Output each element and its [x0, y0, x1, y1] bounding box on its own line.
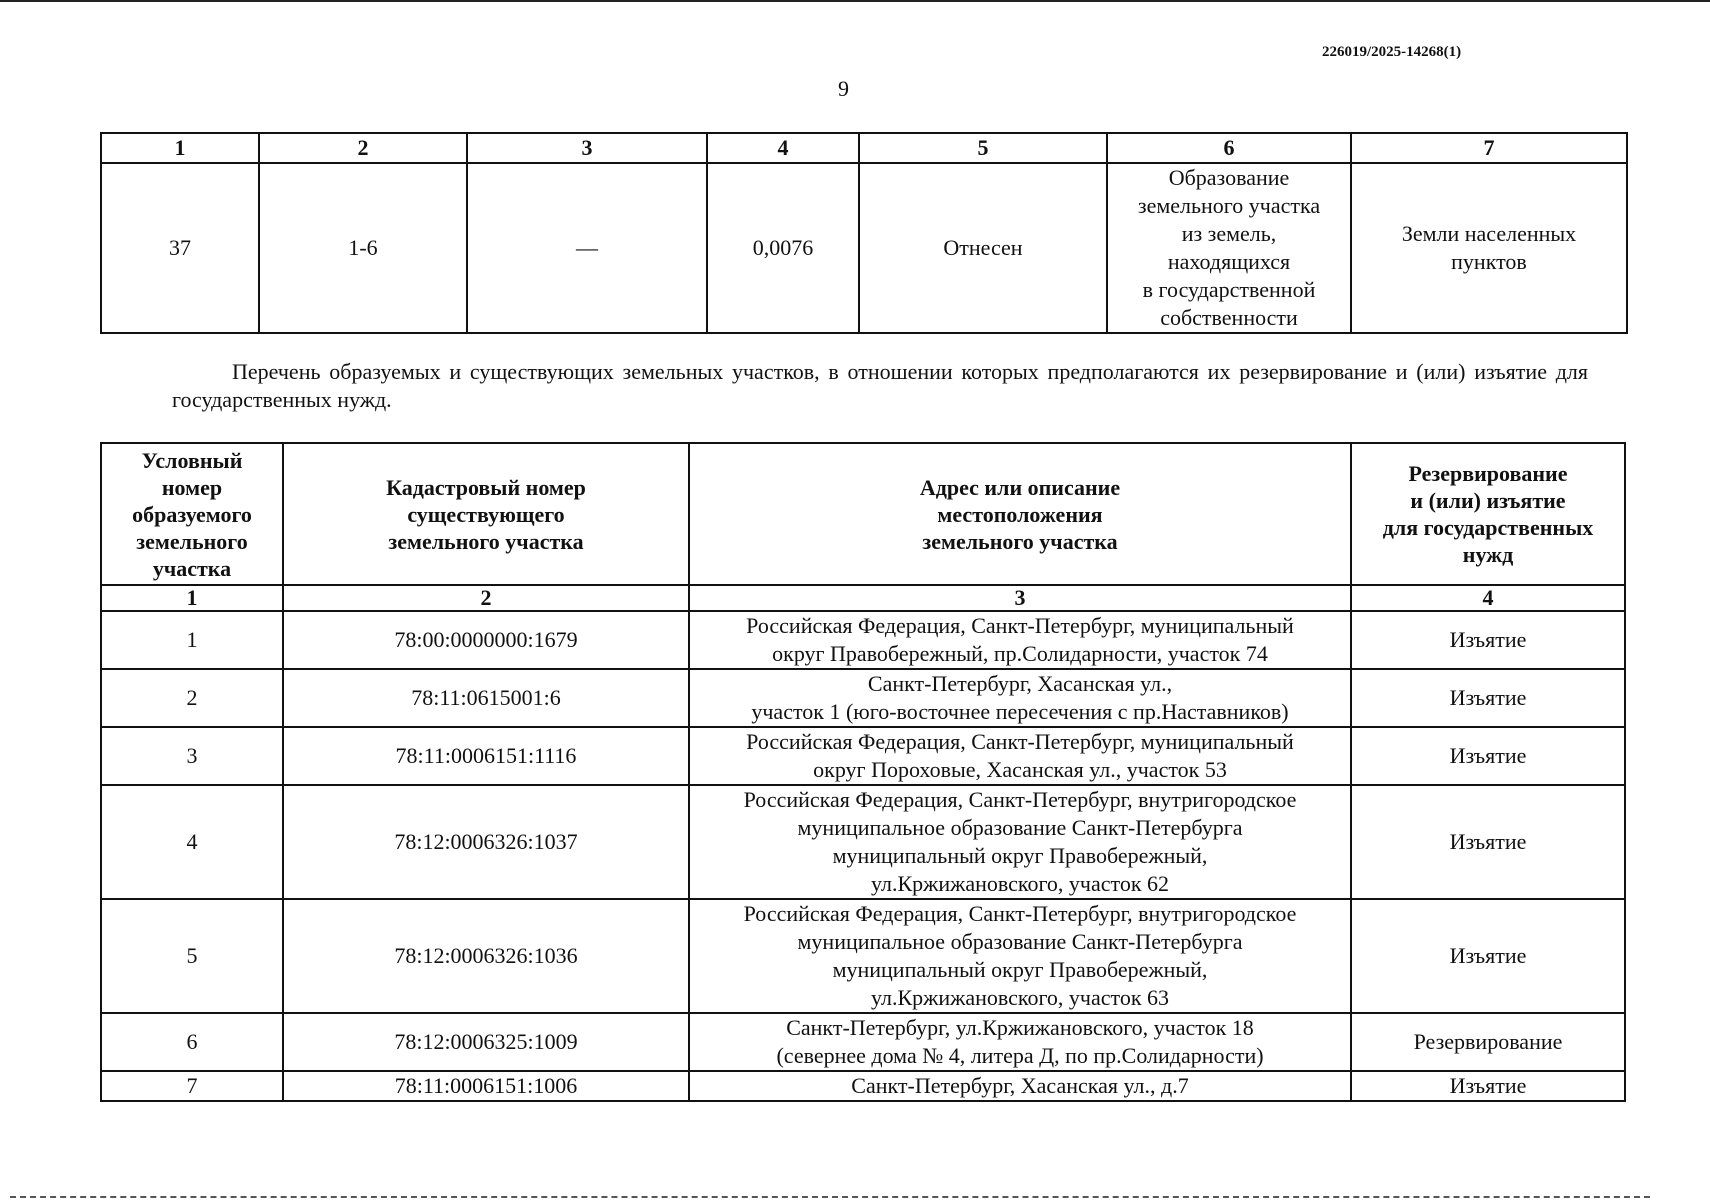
- cell-land-category: Земли населенных пунктов: [1351, 163, 1627, 333]
- cell-number: 6: [101, 1013, 283, 1071]
- continuation-table: [100, 132, 1628, 334]
- cell-number: 4: [101, 785, 283, 899]
- section-paragraph: Перечень образуемых и существующих земельных участков, в отношении которых предполагаются их резервирование и (или) изъятие для государственных нужд.: [172, 359, 1588, 412]
- cell-number: 37: [101, 163, 259, 333]
- table-row: [101, 899, 1625, 1013]
- cell-address: Российская Федерация, Санкт-Петербург, внутригородское муниципальное образование Санкт-Петербурга муниципальный округ Правобережный, ул.Кржижановского, участок 62: [689, 785, 1351, 899]
- column-number: 3: [689, 585, 1351, 611]
- column-number: 4: [707, 133, 859, 163]
- table-row: [101, 669, 1625, 727]
- cell-address: Российская Федерация, Санкт-Петербург, внутригородское муниципальное образование Санкт-Петербурга муниципальный округ Правобережный, ул.Кржижановского, участок 63: [689, 899, 1351, 1013]
- cell-number: 1: [101, 611, 283, 669]
- cell-description: Образование земельного участка из земель, находящихся в государственной собственности: [1107, 163, 1351, 333]
- column-numbers-row: [101, 585, 1625, 611]
- table-row: [101, 785, 1625, 899]
- cell-action: Изъятие: [1351, 1071, 1625, 1101]
- column-number: 2: [283, 585, 689, 611]
- cell-area: 0,0076: [707, 163, 859, 333]
- cell-action: Изъятие: [1351, 727, 1625, 785]
- column-number: 4: [1351, 585, 1625, 611]
- cell-cadastral: 78:12:0006326:1036: [283, 899, 689, 1013]
- cell-cadastral: 78:11:0006151:1006: [283, 1071, 689, 1101]
- table-row: [101, 1013, 1625, 1071]
- cell-address: Санкт-Петербург, Хасанская ул., д.7: [689, 1071, 1351, 1101]
- cell-number: 5: [101, 899, 283, 1013]
- column-number: 5: [859, 133, 1107, 163]
- cell-address: Российская Федерация, Санкт-Петербург, муниципальный округ Правобережный, пр.Солидарности, участок 74: [689, 611, 1351, 669]
- column-number: 1: [101, 585, 283, 611]
- cell-action: Изъятие: [1351, 785, 1625, 899]
- table-row: [101, 163, 1627, 333]
- cell-number: 3: [101, 727, 283, 785]
- header-address: Адрес или описание местоположения земельного участка: [689, 443, 1351, 585]
- page-number: 9: [838, 76, 849, 101]
- cell-range: 1-6: [259, 163, 467, 333]
- cell-action: Изъятие: [1351, 611, 1625, 669]
- cell-cadastral: 78:00:0000000:1679: [283, 611, 689, 669]
- cell-cadastral: 78:11:0006151:1116: [283, 727, 689, 785]
- header-cadastral-number: Кадастровый номер существующего земельного участка: [283, 443, 689, 585]
- cell-number: 2: [101, 669, 283, 727]
- cell-number: 7: [101, 1071, 283, 1101]
- table-header-row: [101, 133, 1627, 163]
- cell-action: Изъятие: [1351, 899, 1625, 1013]
- cell-action: Резервирование: [1351, 1013, 1625, 1071]
- cell-address: Санкт-Петербург, ул.Кржижановского, участок 18 (севернее дома № 4, литера Д, по пр.Солидарности): [689, 1013, 1351, 1071]
- cell-action: Изъятие: [1351, 669, 1625, 727]
- cell-status: Отнесен: [859, 163, 1107, 333]
- column-number: 2: [259, 133, 467, 163]
- table-row: [101, 611, 1625, 669]
- cell-cadastral: 78:12:0006326:1037: [283, 785, 689, 899]
- land-plots-table: [100, 442, 1626, 1102]
- cell-address: Санкт-Петербург, Хасанская ул., участок 1 (юго-восточнее пересечения с пр.Наставников): [689, 669, 1351, 727]
- table-row: [101, 1071, 1625, 1101]
- column-number: 6: [1107, 133, 1351, 163]
- cell-cadastral: 78:11:0615001:6: [283, 669, 689, 727]
- bottom-scan-line: [10, 1196, 1650, 1198]
- table-row: [101, 727, 1625, 785]
- table-header-row: [101, 443, 1625, 585]
- column-number: 7: [1351, 133, 1627, 163]
- cell-cadastral: 78:12:0006325:1009: [283, 1013, 689, 1071]
- column-number: 3: [467, 133, 707, 163]
- top-border-line: [0, 0, 1710, 2]
- header-reservation: Резервирование и (или) изъятие для государственных нужд: [1351, 443, 1625, 585]
- header-conditional-number: Условный номер образуемого земельного участка: [101, 443, 283, 585]
- column-number: 1: [101, 133, 259, 163]
- document-number: 226019/2025-14268(1): [1322, 44, 1462, 60]
- cell-address: Российская Федерация, Санкт-Петербург, муниципальный округ Пороховые, Хасанская ул., участок 53: [689, 727, 1351, 785]
- cell-dash: —: [467, 163, 707, 333]
